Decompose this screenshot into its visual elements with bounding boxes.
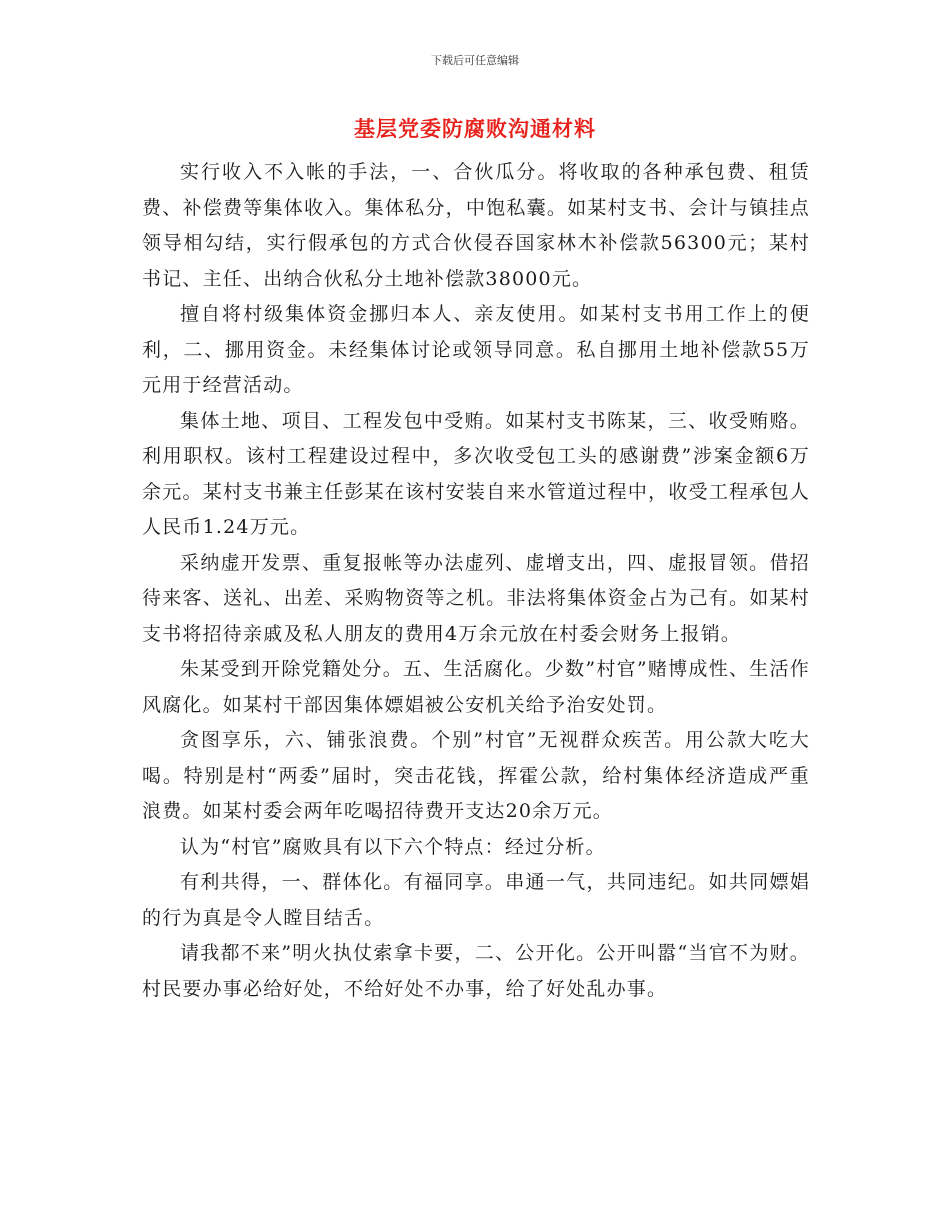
page-header: 下载后可任意编辑 [431,54,519,67]
paragraph: 朱某受到开除党籍处分。五、生活腐化。少数”村官”赌博成性、生活作风腐化。如某村干部因集体嫖娼被公安机关给予治安处罚。 [142,658,810,716]
paragraph: 擅自将村级集体资金挪归本人、亲友使用。如某村支书用工作上的便利，二、挪用资金。未经集体讨论或领导同意。私自挪用土地补偿款55万元用于经营活动。 [142,303,810,396]
paragraph: 请我都不来”明火执仗索拿卡要，二、公开化。公开叫嚣“当官不为财。村民要办事必给好处，不给好处不办事，给了好处乱办事。 [142,942,810,1000]
document-body [142,155,810,1007]
paragraph: 贪图享乐，六、铺张浪费。个别”村官”无视群众疾苦。用公款大吃大喝。特别是村“两委”届时，突击花钱，挥霍公款，给村集体经济造成严重浪费。如某村委会两年吃喝招待费开支达20余万元。 [142,729,810,822]
paragraph: 认为“村官”腐败具有以下六个特点：经过分析。 [180,835,606,858]
paragraph: 有利共得，一、群体化。有福同享。串通一气，共同违纪。如共同嫖娼的行为真是令人瞠目结舌。 [142,871,810,929]
paragraph: 实行收入不入帐的手法，一、合伙瓜分。将收取的各种承包费、租赁费、补偿费等集体收入。集体私分，中饱私囊。如某村支书、会计与镇挂点领导相勾结，实行假承包的方式合伙侵吞国家林木补偿款56300元；某村书记、主任、出纳合伙私分土地补偿款38000元。 [142,161,810,290]
document-title: 基层党委防腐败沟通材料 [354,117,596,141]
paragraph: 采纳虚开发票、重复报帐等办法虚列、虚增支出，四、虚报冒领。借招待来客、送礼、出差、采购物资等之机。非法将集体资金占为己有。如某村支书将招待亲戚及私人朋友的费用4万余元放在村委会财务上报销。 [142,551,810,645]
paragraph: 集体土地、项目、工程发包中受贿。如某村支书陈某，三、收受贿赂。利用职权。该村工程建设过程中，多次收受包工头的感谢费”涉案金额6万余元。某村支书兼主任彭某在该村安装自来水管道过程中，收受工程承包人人民币1.24万元。 [142,409,810,538]
